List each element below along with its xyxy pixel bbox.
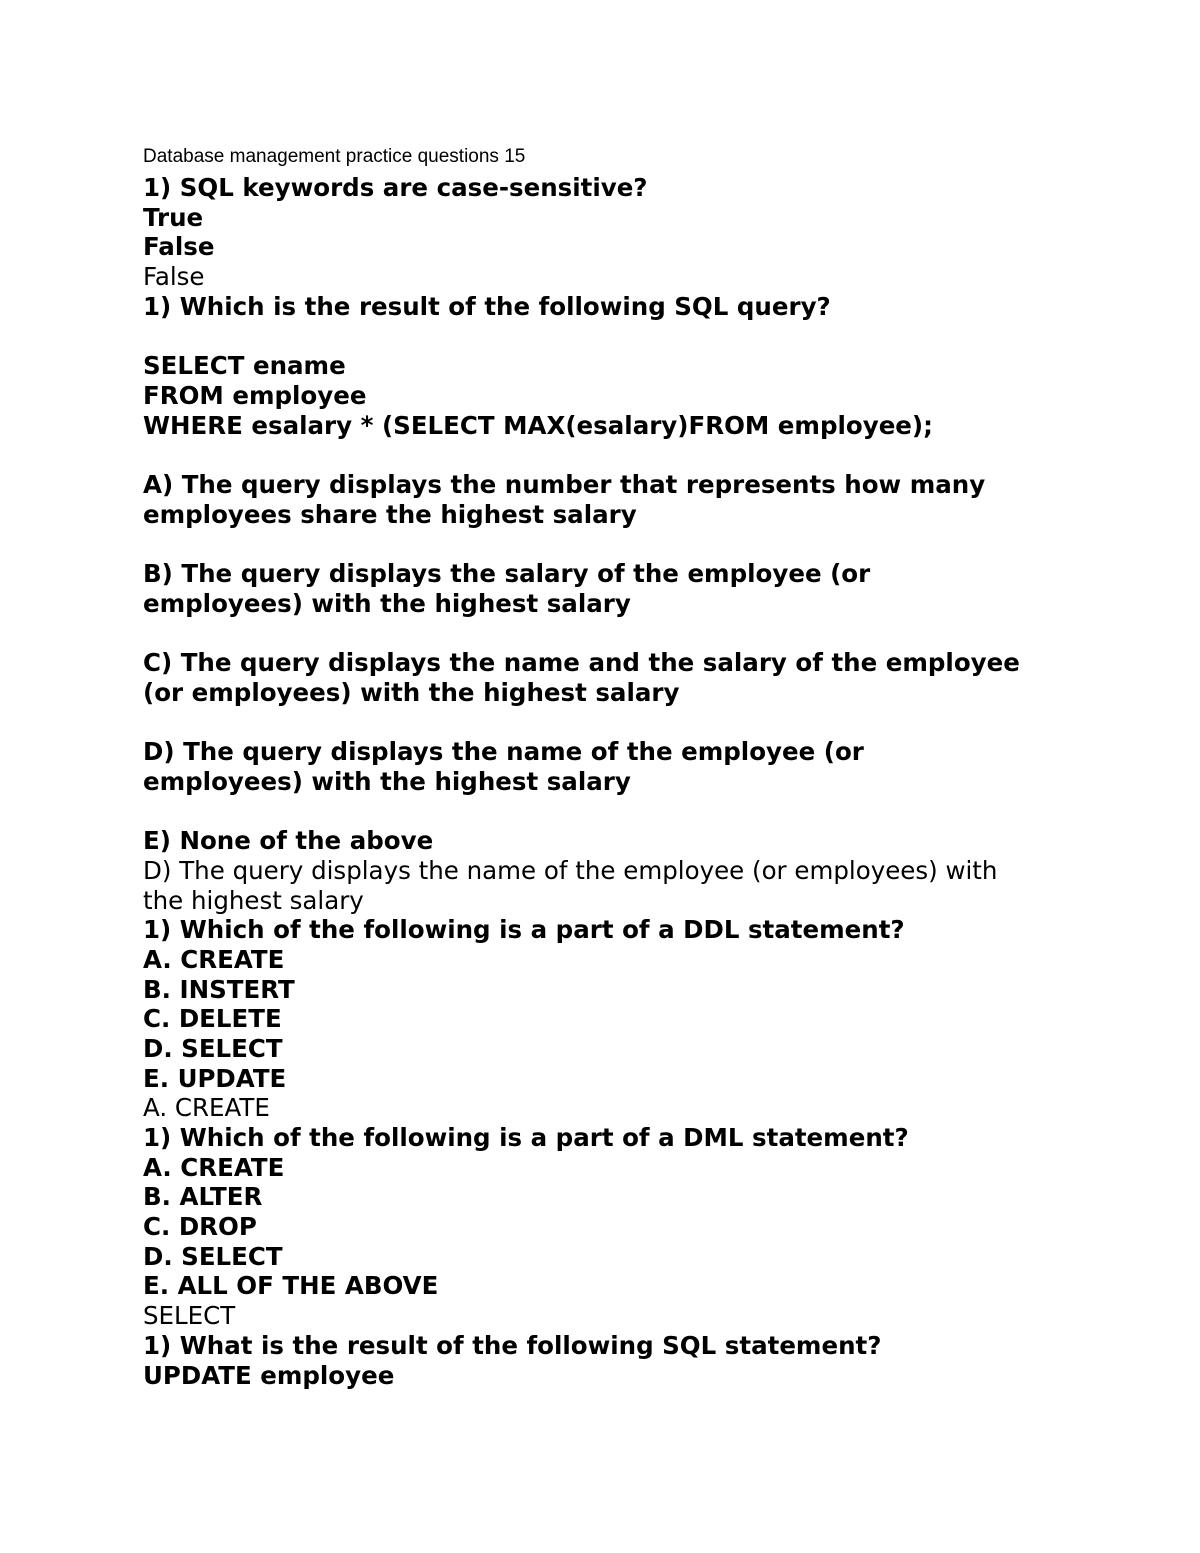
question-line: (or employees) with the highest salary	[143, 677, 680, 707]
question-line: UPDATE employee	[143, 1360, 395, 1390]
question-line: 1) Which of the following is a part of a DDL statement?	[143, 915, 905, 945]
question-line: 1) SQL keywords are case-sensitive?	[143, 173, 648, 202]
question-line: employees) with the highest salary	[143, 766, 631, 796]
document-page	[143, 144, 1103, 1390]
question-line: B. ALTER	[143, 1182, 263, 1212]
question-line: 1) Which of the following is a part of a DML statement?	[143, 1123, 909, 1152]
answer-line: A. CREATE	[143, 1093, 270, 1123]
question-line: C. DELETE	[143, 1004, 282, 1034]
question-line: False	[143, 232, 215, 262]
question-line: C) The query displays the name and the salary of the employee	[143, 648, 1020, 677]
blank-line	[143, 440, 1103, 470]
question-line: A. CREATE	[143, 1152, 285, 1182]
document-body	[143, 173, 1103, 1390]
document-title: Database management practice questions 15	[143, 146, 526, 167]
question-line: SELECT ename	[143, 351, 346, 381]
question-line: D. SELECT	[143, 1241, 283, 1271]
answer-line: SELECT	[143, 1301, 236, 1331]
blank-line	[143, 796, 1103, 826]
question-line: A) The query displays the number that represents how many	[143, 469, 986, 499]
blank-line	[143, 529, 1103, 559]
question-line: E) None of the above	[143, 826, 434, 856]
question-line: E. UPDATE	[143, 1063, 287, 1093]
answer-line: the highest salary	[143, 885, 364, 915]
question-line: employees share the highest salary	[143, 499, 637, 529]
question-line: D. SELECT	[143, 1033, 283, 1063]
blank-line	[143, 707, 1103, 737]
answer-line: False	[143, 262, 205, 292]
question-line: D) The query displays the name of the employee (or	[143, 737, 864, 767]
blank-line	[143, 618, 1103, 648]
question-line: C. DROP	[143, 1212, 257, 1242]
answer-line: D) The query displays the name of the employee (or employees) with	[143, 855, 998, 885]
question-line: 1) Which is the result of the following SQL query?	[143, 291, 831, 321]
question-line: True	[143, 202, 204, 232]
question-line: B) The query displays the salary of the employee (or	[143, 558, 871, 588]
question-line: WHERE esalary * (SELECT MAX(esalary)FROM employee);	[143, 410, 933, 440]
blank-line	[143, 321, 1103, 351]
question-line: 1) What is the result of the following SQL statement?	[143, 1330, 882, 1360]
question-line: FROM employee	[143, 380, 367, 410]
question-line: A. CREATE	[143, 944, 285, 974]
question-line: employees) with the highest salary	[143, 588, 631, 618]
question-line: E. ALL OF THE ABOVE	[143, 1271, 439, 1301]
question-line: B. INSTERT	[143, 974, 295, 1004]
